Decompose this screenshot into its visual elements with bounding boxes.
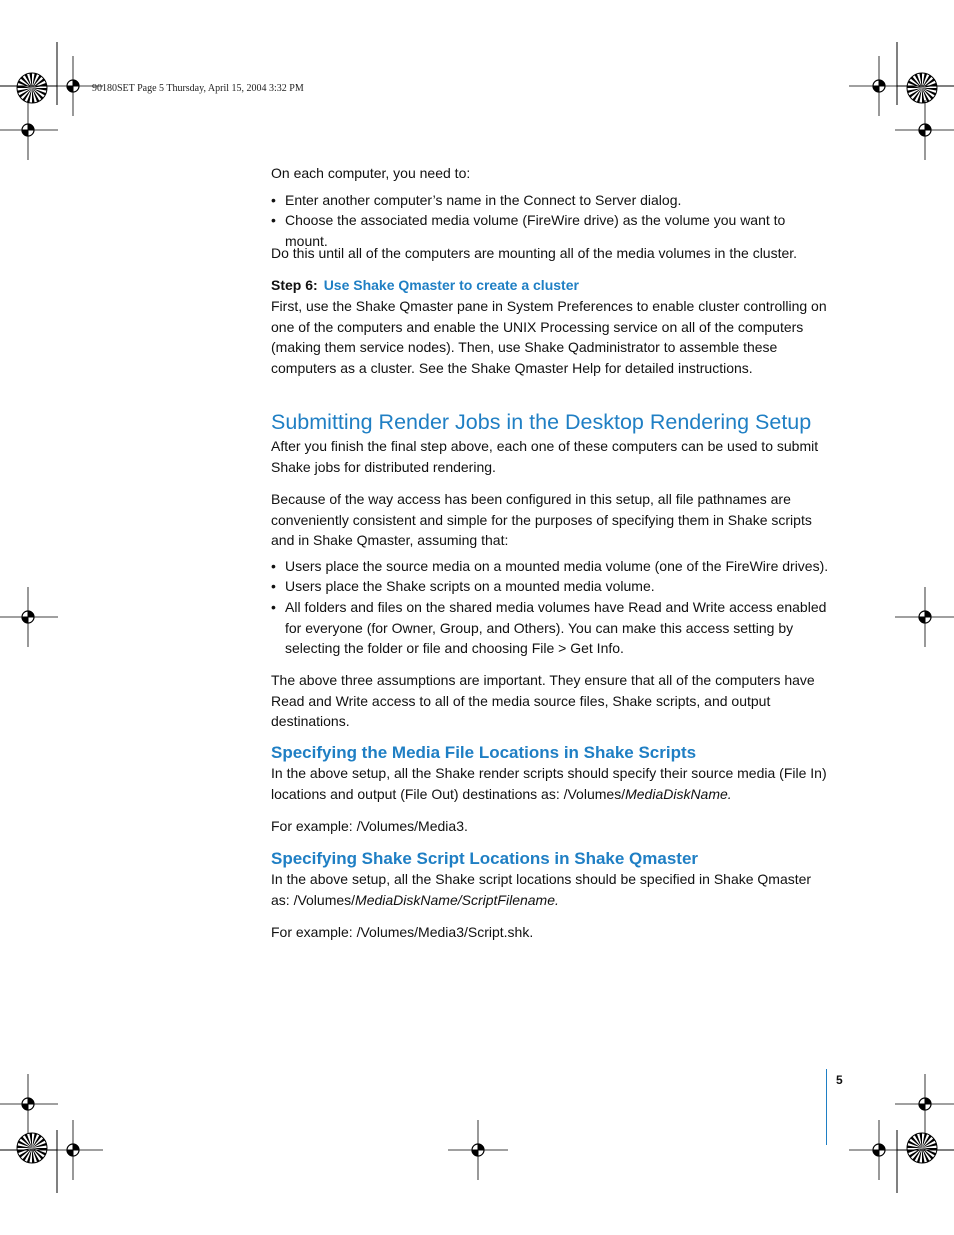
registration-target	[448, 1120, 508, 1180]
registration-target	[0, 587, 58, 647]
registration-target	[43, 1120, 103, 1180]
star-target	[907, 73, 937, 103]
media-locations-heading: Specifying the Media File Locations in Shake Scripts	[271, 743, 697, 762]
section-para-2: Because of the way access has been configured in this setup, all file pathnames are conveniently consistent and simple for the purposes of specifying them in Shake scripts and in Shake Qmaster, assuming that:	[271, 491, 812, 548]
bullet-dot: •	[271, 212, 276, 228]
media-locations-example: For example: /Volumes/Media3.	[271, 818, 468, 834]
registration-target	[895, 587, 954, 647]
registration-target	[849, 56, 909, 116]
registration-target	[0, 100, 58, 160]
star-target	[907, 1133, 937, 1163]
step-label: Step 6:	[271, 277, 318, 293]
header-stamp: 90180SET Page 5 Thursday, April 15, 2004 3:32 PM	[92, 83, 304, 94]
star-target	[17, 1133, 47, 1163]
step-6-title	[271, 275, 579, 295]
section-heading: Submitting Render Jobs in the Desktop Rendering Setup	[271, 410, 812, 434]
bullet-dot: •	[271, 599, 276, 615]
registration-target	[895, 1074, 954, 1134]
intro-text: On each computer, you need to:	[271, 165, 471, 181]
list-item: • Users place the Shake scripts on a mounted media volume.	[271, 576, 831, 597]
list-item: • Enter another computer’s name in the Connect to Server dialog.	[271, 190, 831, 211]
page-number-rule	[826, 1069, 827, 1145]
section-para-3: The above three assumptions are important. They ensure that all of the computers have Read and Write access to all of the media source files, Shake scripts, and output destinations.	[271, 672, 815, 729]
registration-target	[895, 100, 954, 160]
registration-target	[849, 1120, 909, 1180]
section-para-1: After you finish the final step above, each one of these computers can be used to submit Shake jobs for distributed rendering.	[271, 438, 819, 475]
bullet-dot: •	[271, 578, 276, 594]
script-locations-body: In the above setup, all the Shake script locations should be specified in Shake Qmaster as: /Volumes/MediaDiskName/ScriptFilename.	[271, 871, 812, 908]
list-item: • Choose the associated media volume (FireWire drive) as the volume you want to mount.	[271, 212, 786, 249]
star-target	[17, 73, 47, 103]
step-link[interactable]: Use Shake Qmaster to create a cluster	[323, 277, 579, 293]
list-item: • Users place the source media on a mounted media volume (one of the FireWire drives).	[271, 556, 831, 577]
script-locations-heading: Specifying Shake Script Locations in Shake Qmaster	[271, 849, 699, 868]
list-item: • All folders and files on the shared media volumes have Read and Write access enabled for everyone (for Owner, Group, and Others). You can make this access setting by selecting the folder or file and choosing File > Get Info.	[271, 599, 827, 656]
repeat-text: Do this until all of the computers are mounting all of the media volumes in the cluster.	[271, 245, 798, 261]
bullet-dot: •	[271, 558, 276, 574]
media-locations-body: In the above setup, all the Shake render scripts should specify their source media (File In) locations and output (File Out) destinations as: /Volumes/MediaDiskName.	[271, 765, 827, 802]
script-locations-example: For example: /Volumes/Media3/Script.shk.	[271, 924, 534, 940]
step-6-body: First, use the Shake Qmaster pane in System Preferences to enable cluster controlling on one of the computers and enable the UNIX Processing service on all of the computers (making them service nodes). Then, use Shake Qadministrator to assemble these computers as a cluster. See the Shake Qmaster Help for detailed instructions.	[271, 298, 827, 376]
page-number: 5	[836, 1073, 843, 1087]
bullet-dot: •	[271, 192, 276, 208]
registration-target	[0, 1074, 58, 1134]
